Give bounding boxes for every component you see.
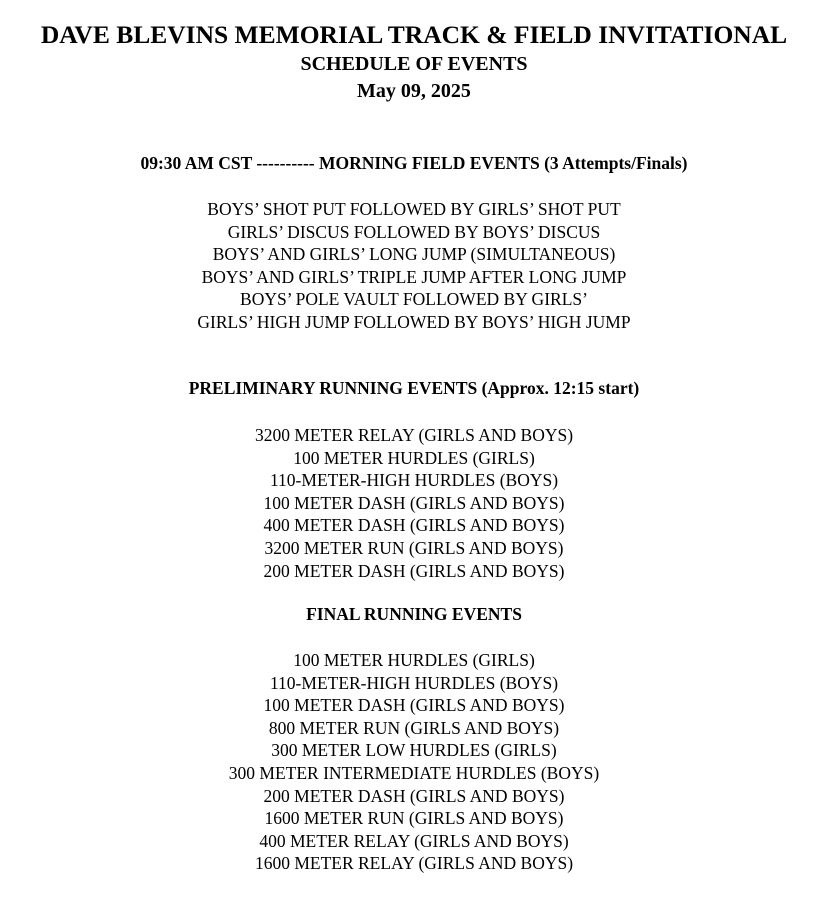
list-item: 400 METER DASH (GIRLS AND BOYS) (263, 515, 565, 536)
list-item: GIRLS’ HIGH JUMP FOLLOWED BY BOYS’ HIGH JUMP (197, 311, 631, 332)
preliminary-running-events-list (0, 424, 828, 582)
list-item: 200 METER DASH (GIRLS AND BOYS) (263, 785, 565, 806)
list-item: 1600 METER RUN (GIRLS AND BOYS) (264, 808, 564, 829)
list-item: 110-METER-HIGH HURDLES (BOYS) (269, 672, 559, 693)
list-item: 100 METER HURDLES (GIRLS) (293, 447, 535, 468)
list-item: BOYS’ POLE VAULT FOLLOWED BY GIRLS’ (240, 289, 588, 310)
list-item: 100 METER DASH (GIRLS AND BOYS) (263, 492, 565, 513)
list-item: BOYS’ AND GIRLS’ LONG JUMP (SIMULTANEOUS) (212, 244, 616, 265)
list-item: 300 METER LOW HURDLES (GIRLS) (271, 740, 557, 761)
morning-field-events-heading: 09:30 AM CST ---------- MORNING FIELD EVENTS (3 Attempts/Finals) (140, 153, 688, 173)
morning-field-events-list (0, 198, 828, 334)
list-item: 100 METER DASH (GIRLS AND BOYS) (263, 695, 565, 716)
list-item: BOYS’ SHOT PUT FOLLOWED BY GIRLS’ SHOT PUT (207, 199, 621, 219)
list-item: 200 METER DASH (GIRLS AND BOYS) (263, 560, 565, 581)
final-running-events-list (0, 649, 828, 875)
list-item: 100 METER HURDLES (GIRLS) (293, 650, 535, 670)
document-subtitle: SCHEDULE OF EVENTS (300, 53, 528, 75)
list-item: 400 METER RELAY (GIRLS AND BOYS) (259, 830, 569, 851)
list-item: 800 METER RUN (GIRLS AND BOYS) (268, 717, 560, 738)
document-date: May 09, 2025 (357, 80, 471, 102)
preliminary-running-events-heading: PRELIMINARY RUNNING EVENTS (Approx. 12:15 start) (188, 378, 640, 398)
list-item: 1600 METER RELAY (GIRLS AND BOYS) (254, 853, 574, 874)
list-item: BOYS’ AND GIRLS’ TRIPLE JUMP AFTER LONG JUMP (201, 266, 627, 287)
list-item: 110-METER-HIGH HURDLES (BOYS) (269, 470, 559, 491)
list-item: GIRLS’ DISCUS FOLLOWED BY BOYS’ DISCUS (227, 221, 601, 242)
list-item: 3200 METER RUN (GIRLS AND BOYS) (264, 537, 564, 558)
document-title: DAVE BLEVINS MEMORIAL TRACK & FIELD INVITATIONAL (40, 20, 788, 49)
list-item: 300 METER INTERMEDIATE HURDLES (BOYS) (228, 762, 600, 783)
list-item: 3200 METER RELAY (GIRLS AND BOYS) (254, 425, 574, 445)
final-running-events-heading: FINAL RUNNING EVENTS (306, 604, 522, 624)
